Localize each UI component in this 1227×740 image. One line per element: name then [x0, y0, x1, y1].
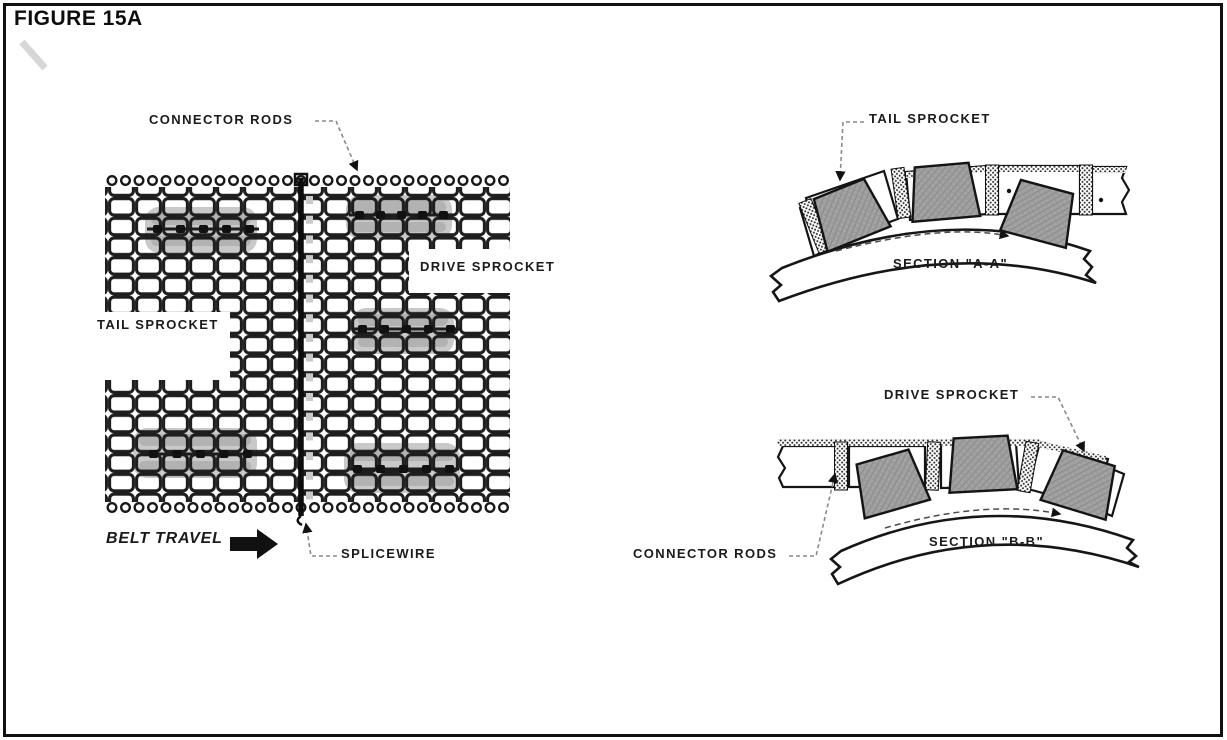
connector-rods-leader — [315, 121, 357, 170]
connector-rods-label: CONNECTOR RODS — [149, 112, 294, 127]
tail-sprocket-leader-aa — [840, 122, 864, 180]
section-aa-caption: SECTION "A-A" — [893, 256, 1009, 271]
belt-travel-arrow-icon — [230, 529, 278, 559]
belt-travel-label: BELT TRAVEL — [106, 530, 223, 547]
scan-artifact — [22, 42, 45, 68]
tail-sprocket-aa-label: TAIL SPROCKET — [869, 111, 991, 126]
splicewire-leader — [306, 524, 337, 556]
tail-sprocket-label: TAIL SPROCKET — [97, 317, 219, 332]
section-bb-diagram — [777, 397, 1139, 584]
figure-title: FIGURE 15A — [14, 7, 143, 30]
drive-sprocket-bb-label: DRIVE SPROCKET — [884, 387, 1020, 402]
drive-sprocket-label: DRIVE SPROCKET — [420, 259, 556, 274]
section-aa-diagram — [771, 122, 1129, 301]
plan-view-diagram — [92, 121, 581, 559]
section-bb-caption: SECTION "B-B" — [929, 534, 1045, 549]
sprocket-rim-bb — [831, 516, 1139, 584]
splicewire-hook — [298, 516, 302, 525]
splicewire-label: SPLICEWIRE — [341, 546, 436, 561]
connector-rod-loops-bottom — [108, 503, 508, 512]
connector-rods-bb-label: CONNECTOR RODS — [633, 546, 778, 561]
